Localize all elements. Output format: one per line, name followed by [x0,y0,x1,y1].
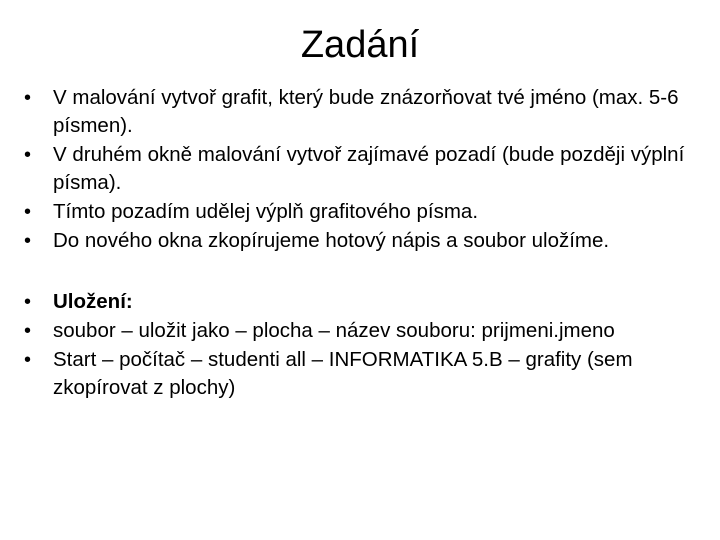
bullet-icon: • [24,87,32,109]
bullet-item [22,141,702,197]
bullet-icon: • [24,201,32,223]
bullet-heading-text: Uložení: [53,290,133,313]
bullet-text: V druhém okně malování vytvoř zajímavé pozadí (bude později výplní písma). [53,143,685,194]
bullet-text: Start – počítač – studenti all – INFORMATIKA 5.B – grafity (sem zkopírovat z plochy) [53,348,633,399]
bullet-text: V malování vytvoř grafit, který bude znázorňovat tvé jméno (max. 5-6 písmen). [53,86,679,137]
bullet-text: Do nového okna zkopírujeme hotový nápis a soubor uložíme. [53,229,610,252]
bullet-item [22,84,702,140]
bullet-item [22,317,702,345]
bullet-item-heading [22,288,702,316]
bullet-text: Tímto pozadím udělej výplň grafitového písma. [53,200,479,223]
bullet-icon: • [24,320,32,342]
bullet-list [22,84,702,403]
bullet-text: soubor – uložit jako – plocha – název souboru: prijmeni.jmeno [53,319,615,342]
bullet-item [22,227,702,255]
slide-title: Zadání [300,24,420,66]
bullet-item [22,346,702,402]
bullet-icon: • [24,349,32,371]
bullet-icon: • [24,291,32,313]
bullet-icon: • [24,230,32,252]
bullet-item [22,198,702,226]
bullet-icon: • [24,144,32,166]
